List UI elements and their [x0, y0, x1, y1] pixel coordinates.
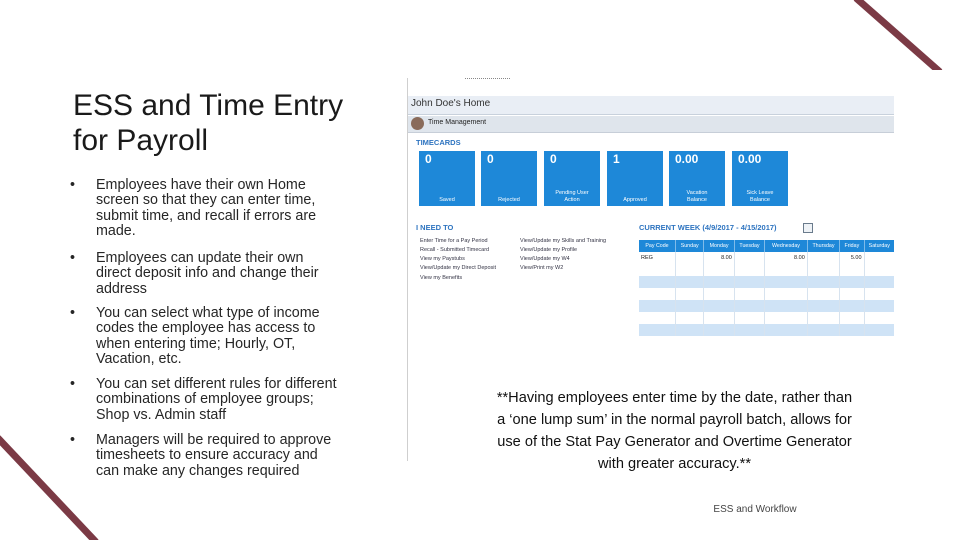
column-header: Wednesday — [765, 240, 808, 252]
slide-title — [73, 88, 343, 158]
column-header: Saturday — [864, 240, 894, 252]
tile-label-line: Action — [564, 197, 580, 203]
tile-label-line: Balance — [750, 197, 770, 203]
table-header-row — [639, 240, 894, 252]
bullet-line: timesheets to ensure accuracy and — [96, 447, 318, 464]
table-cell: 8.00 — [765, 252, 808, 264]
tile-label — [544, 190, 600, 204]
bullet-line: address — [96, 280, 147, 297]
tile-value: 0.00 — [738, 152, 762, 166]
table-cell: REG — [639, 252, 676, 264]
top-right-accent-stripe — [850, 0, 960, 70]
link-update-profile[interactable]: View/Update my Profile — [520, 247, 578, 253]
tile-value: 1 — [613, 152, 620, 166]
bullet-line: Managers will be required to approve — [96, 432, 332, 448]
slide-footer: ESS and Workflow — [713, 504, 797, 515]
table-row — [639, 264, 894, 276]
tile-label-line: Saved — [439, 197, 455, 203]
bullet-item — [70, 178, 375, 240]
table-row — [639, 324, 894, 336]
title-line: for Payroll — [73, 124, 209, 157]
table-cell — [676, 252, 704, 264]
bullet-text — [96, 377, 375, 423]
table-cell: 5.00 — [840, 252, 864, 264]
column-header: Friday — [840, 240, 864, 252]
bullet-text — [96, 433, 375, 479]
timecard-tile-sick-leave[interactable] — [732, 151, 788, 206]
bullet-marker: • — [70, 376, 76, 392]
table-cell — [807, 252, 839, 264]
browser-top-strip — [407, 78, 894, 97]
timecard-tile-pending[interactable] — [544, 151, 600, 206]
link-direct-deposit[interactable]: View/Update my Direct Deposit — [420, 265, 497, 271]
tile-label-line: Pending User — [555, 190, 589, 196]
title-line: ESS and Time Entry — [73, 89, 344, 122]
timecard-tile-approved[interactable] — [607, 151, 663, 206]
user-avatar-icon — [411, 117, 424, 130]
bullet-line: Vacation, etc. — [96, 351, 182, 368]
bullet-line: made. — [96, 223, 136, 240]
tile-label-line: Rejected — [498, 197, 520, 203]
tile-label — [419, 197, 475, 204]
table-row — [639, 288, 894, 300]
dotted-tab-mark — [465, 78, 510, 81]
screenshot-left-border — [407, 78, 408, 461]
tile-value: 0 — [487, 152, 494, 166]
module-tab-bar — [408, 116, 894, 133]
note-line: use of the Stat Pay Generator and Overtime Generator — [497, 434, 852, 450]
bullet-line: combinations of employee groups; — [96, 391, 314, 408]
bullet-marker: • — [70, 305, 76, 321]
accent-stripe-line — [856, 0, 940, 70]
tile-label — [607, 197, 663, 204]
table-row — [639, 312, 894, 324]
bullet-line: direct deposit info and change their — [96, 265, 319, 282]
current-week-table — [639, 240, 894, 336]
bullet-item — [70, 306, 375, 368]
i-need-to-heading: I NEED TO — [416, 223, 454, 232]
column-header: Monday — [704, 240, 734, 252]
current-week-heading: CURRENT WEEK (4/9/2017 - 4/15/2017) — [639, 223, 777, 232]
table-row[interactable] — [639, 252, 894, 264]
link-print-w2[interactable]: View/Print my W2 — [520, 265, 564, 271]
bullet-line: submit time, and recall if errors are — [96, 207, 317, 224]
column-header: Thursday — [807, 240, 839, 252]
link-update-w4[interactable]: View/Update my W4 — [520, 256, 570, 262]
tile-label-line: Balance — [687, 197, 707, 203]
link-skills-training[interactable]: View/Update my Skills and Training — [520, 238, 607, 244]
bullet-marker: • — [70, 250, 76, 266]
bullet-item — [70, 377, 375, 423]
note-line: with greater accuracy.** — [597, 456, 752, 472]
home-title: John Doe's Home — [411, 98, 491, 109]
column-header: Pay Code — [639, 240, 676, 252]
bullet-text — [96, 178, 375, 240]
tile-label — [732, 190, 788, 204]
timecard-tile-vacation[interactable] — [669, 151, 725, 206]
timecard-tile-rejected[interactable] — [481, 151, 537, 206]
bullet-item — [70, 251, 375, 297]
time-management-tab[interactable]: Time Management — [428, 119, 487, 126]
tile-value: 0 — [550, 152, 557, 166]
bullet-line: You can select what type of income — [96, 305, 320, 321]
note-line: **Having employees enter time by the date, rather than — [496, 390, 853, 406]
bullet-item — [70, 433, 375, 479]
timecard-tile-saved[interactable] — [419, 151, 475, 206]
timecards-heading: TIMECARDS — [416, 138, 461, 147]
tile-value: 0.00 — [675, 152, 699, 166]
note-line: a ‘one lump sum’ in the normal payroll batch, allows for — [497, 412, 852, 428]
home-header-bar — [408, 96, 894, 115]
tile-value: 0 — [425, 152, 432, 166]
calendar-icon[interactable] — [803, 223, 813, 233]
table-row — [639, 300, 894, 312]
bullet-line: Shop vs. Admin staff — [96, 406, 227, 423]
link-enter-time[interactable]: Enter Time for a Pay Period — [420, 238, 488, 244]
bullet-line: when entering time; Hourly, OT, — [96, 335, 296, 352]
tile-label-line: Sick Leave — [746, 190, 774, 196]
table-cell — [864, 252, 894, 264]
tile-label-line: Approved — [623, 197, 647, 203]
bullet-line: You can set different rules for different — [96, 376, 337, 392]
table-cell: 8.00 — [704, 252, 734, 264]
link-recall-timecard[interactable]: Recall - Submitted Timecard — [420, 247, 490, 253]
accuracy-note — [456, 387, 893, 475]
bullet-line: Employees can update their own — [96, 250, 304, 266]
bullet-text — [96, 251, 375, 297]
column-header: Tuesday — [734, 240, 764, 252]
bullet-marker: • — [70, 177, 76, 193]
link-view-paystubs[interactable]: View my Paystubs — [420, 256, 465, 262]
link-view-benefits[interactable]: View my Benefits — [420, 275, 463, 281]
tile-label — [669, 190, 725, 204]
column-header: Sunday — [676, 240, 704, 252]
tile-label — [481, 197, 537, 204]
bullet-text — [96, 306, 375, 368]
bullet-marker: • — [70, 432, 76, 448]
bullet-line: can make any changes required — [96, 462, 300, 479]
tile-label-line: Vacation — [686, 190, 708, 196]
bullet-line: Employees have their own Home — [96, 177, 306, 193]
table-cell — [734, 252, 764, 264]
bullet-line: screen so that they can enter time, — [96, 192, 316, 209]
bullet-line: codes the employee has access to — [96, 320, 316, 337]
table-row — [639, 276, 894, 288]
